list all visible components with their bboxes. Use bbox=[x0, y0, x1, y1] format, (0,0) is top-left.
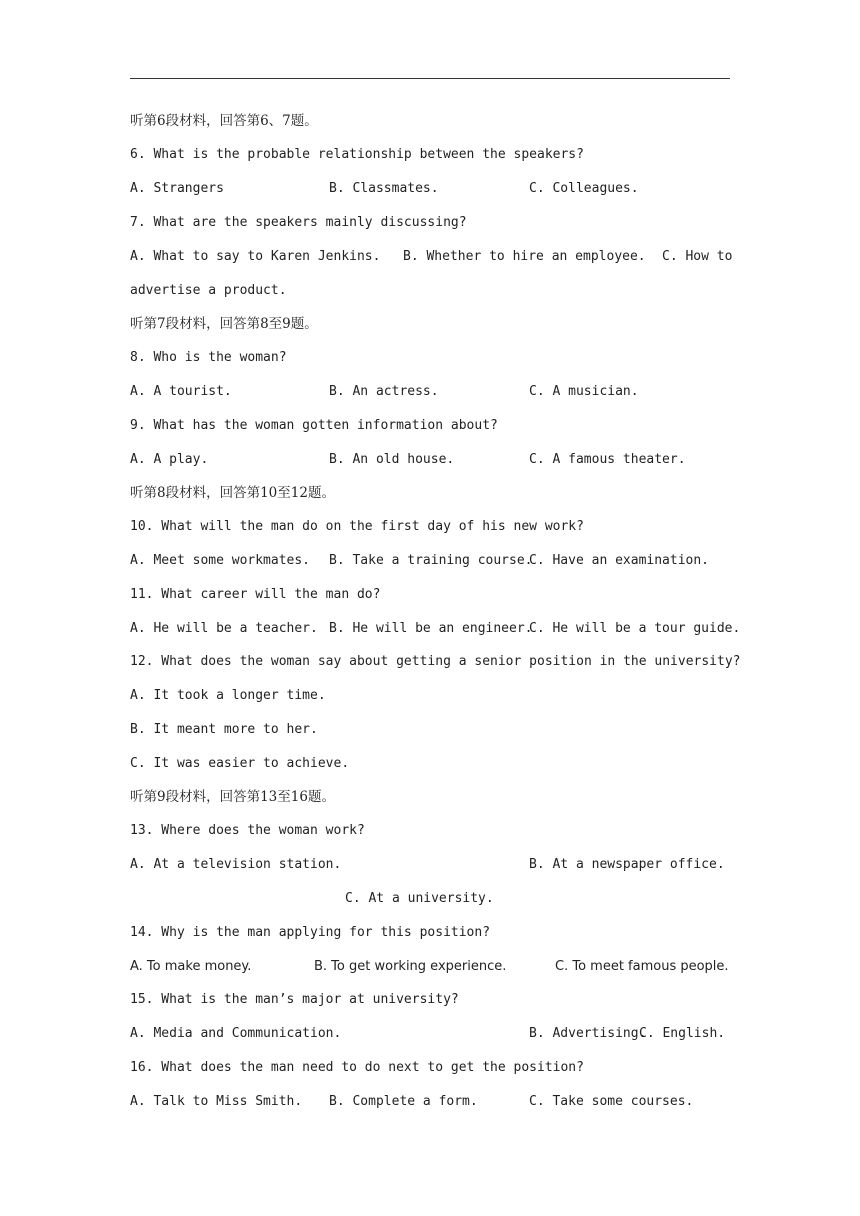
question-14-stem: 14. Why is the man applying for this position? bbox=[130, 925, 491, 940]
option-c: C. A famous theater. bbox=[529, 452, 686, 467]
section-9-heading: 听第9段材料，回答第13至16题。 bbox=[130, 789, 335, 805]
option-a: A. Meet some workmates. bbox=[130, 553, 311, 568]
option-a: A. Talk to Miss Smith. bbox=[130, 1094, 303, 1109]
option-c: C. Have an examination. bbox=[529, 553, 710, 568]
option-a: A. A tourist. bbox=[130, 384, 232, 399]
question-11-stem: 11. What career will the man do? bbox=[130, 587, 381, 602]
option-c: C. English. bbox=[639, 1026, 726, 1041]
option-b: B. Advertising. bbox=[529, 1026, 647, 1041]
section-8-heading: 听第8段材料，回答第10至12题。 bbox=[130, 485, 335, 501]
option-b: B. An actress. bbox=[329, 384, 439, 399]
question-10-stem: 10. What will the man do on the first day of his new work? bbox=[130, 519, 584, 534]
option-c: C. At a university. bbox=[345, 891, 494, 906]
question-13-stem: 13. Where does the woman work? bbox=[130, 823, 365, 838]
header-rule bbox=[130, 78, 730, 79]
option-c: C. Colleagues. bbox=[529, 181, 639, 196]
option-a: A. To make money. bbox=[130, 959, 252, 974]
option-a: A. Strangers bbox=[130, 181, 224, 196]
question-12-option-a: A. It took a longer time. bbox=[130, 688, 326, 703]
question-8-stem: 8. Who is the woman? bbox=[130, 350, 287, 365]
section-6-heading: 听第6段材料，回答第6、7题。 bbox=[130, 113, 318, 129]
option-b: B. Complete a form. bbox=[329, 1094, 478, 1109]
option-b: B. Whether to hire an employee. bbox=[403, 249, 646, 264]
question-16-stem: 16. What does the man need to do next to get the position? bbox=[130, 1060, 584, 1075]
question-6-stem: 6. What is the probable relationship between the speakers? bbox=[130, 147, 584, 162]
section-7-heading: 听第7段材料，回答第8至9题。 bbox=[130, 316, 318, 332]
question-9-stem: 9. What has the woman gotten information about? bbox=[130, 418, 498, 433]
option-c: C. Take some courses. bbox=[529, 1094, 694, 1109]
option-c: C. To meet famous people. bbox=[555, 959, 729, 974]
question-7-option-c-continued: advertise a product. bbox=[130, 283, 287, 298]
option-b: B. Take a training course. bbox=[329, 553, 533, 568]
option-a: A. A play. bbox=[130, 452, 209, 467]
question-12-stem: 12. What does the woman say about getting a senior position in the university? bbox=[130, 654, 741, 669]
question-7-stem: 7. What are the speakers mainly discussing? bbox=[130, 215, 467, 230]
option-a: A. At a television station. bbox=[130, 857, 342, 872]
option-b: B. He will be an engineer. bbox=[329, 621, 533, 636]
option-b: B. To get working experience. bbox=[314, 959, 507, 974]
option-b: B. An old house. bbox=[329, 452, 455, 467]
option-a: A. Media and Communication. bbox=[130, 1026, 342, 1041]
question-12-option-b: B. It meant more to her. bbox=[130, 722, 318, 737]
option-a: A. What to say to Karen Jenkins. bbox=[130, 249, 381, 264]
option-c: C. A musician. bbox=[529, 384, 639, 399]
question-15-stem: 15. What is the man’s major at university? bbox=[130, 992, 459, 1007]
option-c: C. How to bbox=[662, 249, 733, 264]
option-b: B. Classmates. bbox=[329, 181, 439, 196]
option-c: C. He will be a tour guide. bbox=[529, 621, 741, 636]
question-12-option-c: C. It was easier to achieve. bbox=[130, 756, 350, 771]
option-b: B. At a newspaper office. bbox=[529, 857, 725, 872]
option-a: A. He will be a teacher. bbox=[130, 621, 318, 636]
